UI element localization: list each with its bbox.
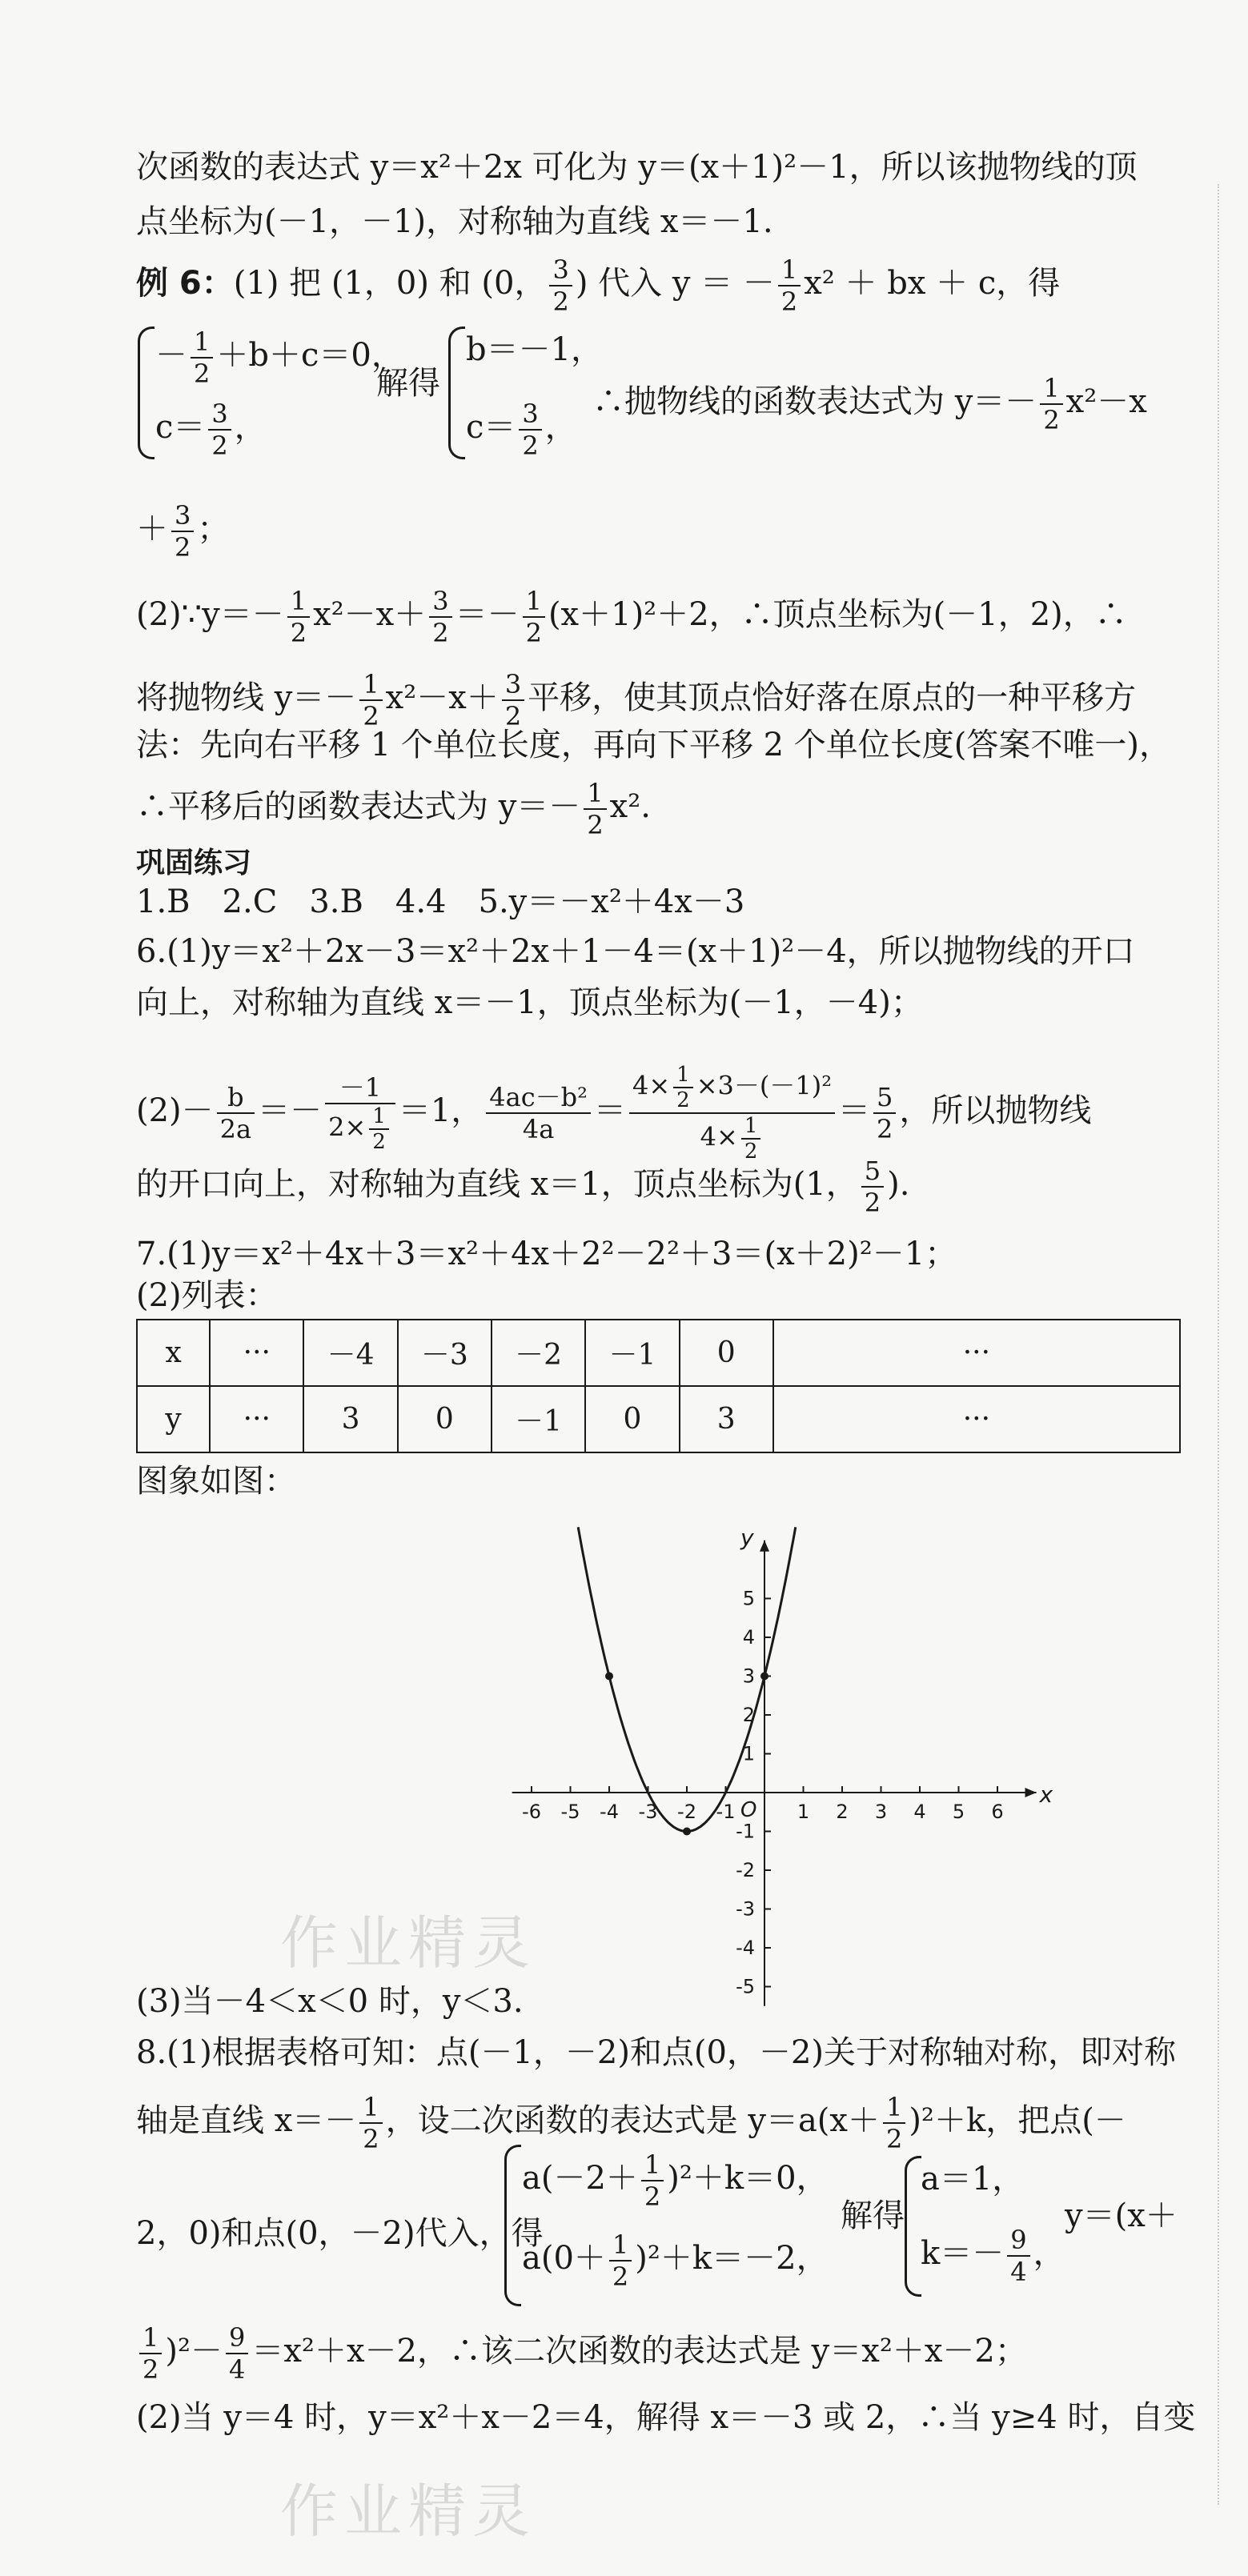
numerator: 1: [359, 2092, 382, 2124]
fraction: [1007, 2225, 1029, 2287]
text-span: x²－x＋: [313, 596, 427, 633]
y-tick-label: -2: [736, 1859, 755, 1881]
fraction: [1040, 373, 1062, 435]
denominator: 2: [175, 532, 191, 563]
text-line: (2)当 y＝4 时，y＝x²＋x－2＝4，解得 x＝－3 或 2，∴当 y≥4 时，自变: [136, 2399, 1196, 2436]
fraction: [629, 1063, 835, 1164]
numerator: 1: [359, 669, 382, 701]
result-line: [592, 373, 1147, 435]
text-span: c＝: [155, 409, 206, 446]
system-brace: [905, 2156, 921, 2297]
text-span: (x＋1)²＋2，∴顶点坐标为(－1，2)，∴: [548, 596, 1127, 633]
text-span: 4×: [632, 1070, 671, 1101]
numerator: 1: [883, 2092, 905, 2124]
equation-system-1b: [155, 399, 267, 461]
margin-divider: [1218, 184, 1219, 2505]
text-span: (2)－: [136, 1092, 214, 1129]
y-tick-label: 1: [742, 1742, 755, 1765]
text-span: (1) 把 (1，0) 和 (0，: [233, 265, 547, 302]
denominator: 2: [552, 286, 569, 317]
y-tick-label: -1: [736, 1820, 755, 1843]
y-tick-label: 2: [742, 1704, 755, 1726]
y-tick-label: 4: [742, 1626, 755, 1649]
denominator: 2: [1043, 405, 1060, 435]
fraction: [191, 327, 213, 389]
fraction: [359, 2092, 382, 2154]
text-span: 4×: [700, 1121, 738, 1152]
numerator: 1: [191, 327, 213, 359]
text-span: ＝x²＋x－2，∴该二次函数的表达式是 y＝x²＋x－2；: [251, 2333, 1027, 2370]
x-tick-label: 6: [991, 1801, 1004, 1823]
numerator: 3: [549, 254, 572, 286]
denominator: 2: [525, 618, 542, 648]
example-6-line: [136, 254, 1177, 317]
text-span: (2)∵y＝－: [136, 596, 284, 633]
numerator: 1: [1040, 373, 1062, 405]
data-point: [605, 1673, 613, 1681]
text-line: y＝(x＋: [1065, 2197, 1178, 2234]
table-cell: －4: [303, 1320, 397, 1386]
denominator: 2: [877, 1114, 893, 1144]
fraction: [325, 1072, 395, 1154]
table-cell: －1: [585, 1320, 679, 1386]
solution-2b: [921, 2225, 1065, 2287]
table-cell: x: [137, 1320, 210, 1386]
text-span: ，: [1033, 2235, 1065, 2272]
x-tick-label: 1: [797, 1801, 810, 1823]
text-span: 轴是直线 x＝－: [136, 2102, 357, 2139]
denominator: 4: [1010, 2257, 1027, 2287]
text-line: [136, 778, 1177, 840]
denominator: 2: [587, 810, 604, 840]
value-table: [136, 1319, 1181, 1453]
table-cell: －1: [492, 1386, 585, 1452]
denominator: 2: [676, 1088, 690, 1112]
table-cell: 0: [680, 1320, 773, 1386]
numerator: 1: [778, 254, 801, 286]
text-line: 6.(1)y＝x²＋2x－3＝x²＋2x＋1－4＝(x＋1)²－4，所以抛物线的开口: [136, 933, 1135, 970]
text-line: (3)当－4＜x＜0 时，y＜3.: [136, 1983, 524, 2020]
denominator: 2: [194, 359, 211, 389]
table-cell: ···: [773, 1386, 1180, 1452]
numerator: 1: [641, 2149, 664, 2181]
denominator: 2: [504, 701, 522, 731]
denominator: 2: [744, 1140, 758, 1164]
numerator: 9: [1007, 2225, 1029, 2257]
x-tick-label: -4: [600, 1801, 619, 1823]
numerator: 1: [139, 2322, 162, 2354]
table-row: [137, 1320, 1180, 1386]
text-line: [136, 1063, 1177, 1164]
text-line: 图象如图：: [136, 1463, 296, 1500]
denominator: 2: [363, 701, 379, 731]
fraction: [208, 399, 231, 461]
fraction: [523, 586, 545, 648]
y-tick-label: -3: [736, 1897, 755, 1921]
text-span: ×3－(－1)²: [696, 1070, 833, 1101]
text-span: ) 代入 y ＝ －: [575, 265, 775, 302]
numerator: 1: [584, 778, 606, 810]
equation-system-2: [522, 2149, 829, 2212]
table-row: [137, 1386, 1180, 1452]
fraction: [139, 2322, 162, 2385]
text-span: ，: [234, 409, 267, 446]
fraction: [584, 778, 606, 840]
text-line: [136, 586, 1177, 648]
equation-system-2b: [522, 2229, 829, 2292]
denominator: 2: [644, 2181, 661, 2212]
text-line: [136, 500, 1177, 563]
watermark: 作业精灵: [280, 1909, 537, 1977]
solution-2: a＝1，: [921, 2161, 1025, 2197]
text-line: (2)列表：: [136, 1277, 278, 1314]
system-brace: [138, 327, 154, 459]
y-tick-label: 3: [742, 1665, 755, 1688]
numerator: 3: [502, 669, 524, 701]
text-span: ，所以抛物线: [899, 1092, 1092, 1129]
text-line: 向上，对称轴为直线 x＝－1，顶点坐标为(－1，－4)；: [136, 984, 923, 1021]
numerator: －1: [325, 1072, 395, 1104]
numerator: 3: [171, 500, 194, 532]
numerator: 1: [609, 2229, 632, 2262]
y-axis-label: y: [740, 1524, 754, 1551]
denominator: 2: [522, 431, 539, 461]
text-span: )²－: [165, 2333, 223, 2370]
text-span: )²＋k，把点(－: [909, 2102, 1126, 2139]
numerator: 3: [519, 399, 541, 431]
denominator: [325, 1104, 395, 1154]
text-span: －: [155, 337, 187, 374]
table-cell: 3: [680, 1386, 773, 1452]
fraction: [778, 254, 801, 317]
y-tick-label: -4: [736, 1937, 755, 1959]
text-span: k＝－: [921, 2235, 1005, 2272]
text-span: ＋b＋c＝0，: [216, 337, 403, 374]
denominator: 2a: [219, 1114, 252, 1144]
text-span: )²＋k＝－2，: [635, 2240, 829, 2277]
x-tick-label: 3: [874, 1801, 888, 1823]
text-span: ＝: [593, 1092, 626, 1129]
table-cell: 0: [398, 1386, 492, 1452]
denominator: 2: [864, 1188, 881, 1218]
watermark: 作业精灵: [280, 2478, 537, 2545]
numerator: [629, 1063, 835, 1114]
numerator: 1: [741, 1114, 761, 1140]
text-span: 的开口向上，对称轴为直线 x＝1，顶点坐标为(1，: [136, 1166, 858, 1203]
numerator: 5: [873, 1082, 896, 1114]
numerator: b: [217, 1082, 255, 1114]
numerator: 5: [861, 1156, 884, 1188]
x-axis-label: x: [1039, 1781, 1053, 1808]
fraction: [287, 586, 310, 648]
numerator: 3: [429, 586, 451, 618]
text-span: ∴平移后的函数表达式为 y＝－: [136, 788, 581, 825]
text-span: ；: [197, 511, 230, 547]
x-tick-label: -2: [677, 1801, 696, 1823]
denominator: 2: [612, 2262, 629, 2292]
fraction: [883, 2092, 905, 2154]
fraction: [861, 1156, 884, 1218]
text-line: [136, 2092, 1177, 2154]
x-tick-label: 5: [952, 1801, 965, 1823]
table-cell: ···: [773, 1320, 1180, 1386]
solve-label: 解得: [376, 365, 440, 402]
x-tick-label: -3: [638, 1801, 658, 1823]
text-span: a(－2＋: [522, 2160, 638, 2197]
text-span: ＝1，: [398, 1092, 484, 1129]
solution-1: b＝－1，: [466, 331, 604, 368]
denominator: 4: [229, 2354, 246, 2385]
denominator: 2: [211, 431, 228, 461]
solve-label: 解得: [841, 2197, 905, 2234]
text-span: ∴抛物线的函数表达式为 y＝－: [592, 383, 1037, 420]
numerator: 4ac－b²: [486, 1082, 591, 1114]
text-line: [136, 1156, 1177, 1218]
text-span: 2×: [328, 1112, 367, 1143]
denominator: 2: [290, 618, 307, 648]
x-tick-label: -5: [560, 1801, 580, 1823]
text-span: ).: [887, 1166, 910, 1203]
x-tick-label: 4: [913, 1801, 926, 1823]
text-span: ＋: [136, 511, 168, 547]
text-span: c＝: [466, 409, 516, 446]
answers-line: 1.B 2.C 3.B 4.4 5.y＝－x²＋4x－3: [136, 883, 745, 920]
denominator: 2: [432, 618, 449, 648]
fraction: [226, 2322, 248, 2385]
numerator: 3: [208, 399, 231, 431]
fraction: [673, 1063, 693, 1112]
denominator: 2: [142, 2354, 159, 2385]
numerator: 1: [287, 586, 310, 618]
denominator: 2: [363, 2124, 379, 2154]
section-heading: 巩固练习: [136, 847, 252, 879]
fraction: [486, 1082, 591, 1144]
text-span: ＝－: [455, 596, 520, 633]
example-label: 例 6：: [136, 265, 234, 302]
table-cell: ···: [210, 1320, 303, 1386]
table-cell: －3: [398, 1320, 492, 1386]
origin-label: O: [740, 1798, 757, 1822]
y-axis-arrow: [760, 1540, 769, 1552]
text-span: x².: [609, 788, 651, 825]
fraction: [429, 586, 451, 648]
text-line: [136, 2322, 1177, 2385]
text-span: a(0＋: [522, 2240, 606, 2277]
x-axis-arrow: [1025, 1788, 1037, 1797]
denominator: 2: [781, 286, 798, 317]
system-brace: [448, 327, 465, 459]
text-line: 法：先向右平移 1 个单位长度，再向下平移 2 个单位长度(答案不唯一)，: [136, 727, 1171, 763]
text-span: )²＋k＝0，: [667, 2160, 829, 2197]
text-span: x²－x＋: [385, 679, 499, 716]
denominator: 4a: [522, 1114, 555, 1144]
text-span: ＝: [838, 1092, 871, 1129]
y-tick-label: 5: [742, 1587, 755, 1610]
table-cell: y: [137, 1386, 210, 1452]
text-line: 点坐标为(－1，－1)，对称轴为直线 x＝－1.: [136, 203, 773, 240]
denominator: 2: [372, 1130, 386, 1154]
equation-system-1: [155, 327, 403, 389]
x-tick-label: 2: [836, 1801, 849, 1823]
fraction: [369, 1104, 389, 1154]
x-tick-label: -1: [716, 1801, 736, 1823]
numerator: 1: [523, 586, 545, 618]
numerator: 1: [673, 1063, 693, 1088]
x-tick-label: -6: [522, 1801, 541, 1823]
text-span: x² ＋ bx ＋ c，得: [804, 265, 1061, 302]
text-line: 2，0)和点(0，－2)代入，得: [136, 2215, 544, 2252]
numerator: 1: [369, 1104, 389, 1130]
text-span: 平移，使其顶点恰好落在原点的一种平移方: [528, 679, 1137, 716]
numerator: 9: [226, 2322, 248, 2354]
text-line: 次函数的表达式 y＝x²＋2x 可化为 y＝(x＋1)²－1，所以该抛物线的顶: [136, 149, 1138, 186]
text-line: 8.(1)根据表格可知：点(－1，－2)和点(0，－2)关于对称轴对称，即对称: [136, 2034, 1177, 2071]
denominator: 2: [885, 2124, 903, 2154]
fraction: [549, 254, 572, 317]
fraction: [171, 500, 194, 563]
solution-1b: [466, 399, 577, 461]
table-cell: 0: [585, 1386, 679, 1452]
text-span: x²－x: [1065, 383, 1147, 420]
table-cell: 3: [303, 1386, 397, 1452]
text-span: 将抛物线 y＝－: [136, 679, 357, 716]
table-cell: －2: [492, 1320, 585, 1386]
fraction: [609, 2229, 632, 2292]
fraction: [519, 399, 541, 461]
text-span: ，: [544, 409, 577, 446]
fraction: [217, 1082, 255, 1144]
text-span: ＝－: [258, 1092, 323, 1129]
fraction: [873, 1082, 896, 1144]
table-cell: ···: [210, 1386, 303, 1452]
data-point: [760, 1673, 768, 1681]
data-point: [683, 1828, 691, 1836]
y-tick-label: -5: [736, 1975, 755, 1998]
text-span: ，设二次函数的表达式是 y＝a(x＋: [385, 2102, 880, 2139]
system-brace: [504, 2145, 521, 2306]
text-line: 7.(1)y＝x²＋4x＋3＝x²＋4x＋2²－2²＋3＝(x＋2)²－1；: [136, 1236, 957, 1272]
fraction: [641, 2149, 664, 2212]
